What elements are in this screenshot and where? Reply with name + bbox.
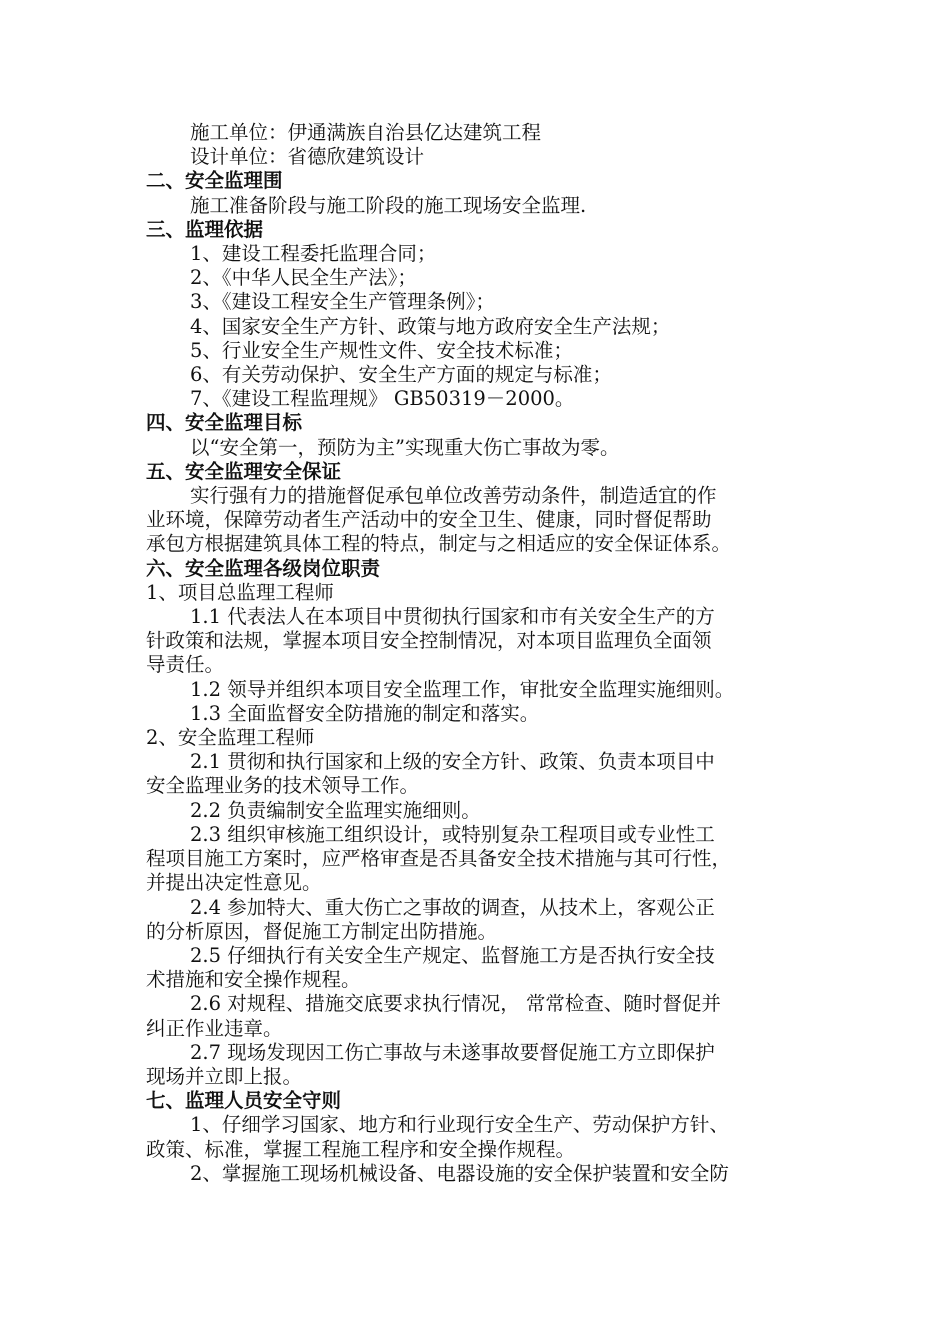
document-page (146, 121, 810, 1186)
text-line: 以“安全第一，预防为主”实现重大伤亡事故为零。 (190, 435, 620, 459)
section-heading: 二、安全监理围 (146, 169, 283, 193)
paragraph-line: 1.2 领导并组织本项目安全监理工作，审批安全监理实施细则。 (190, 677, 735, 701)
paragraph-line: 1.3 全面监督安全防措施的制定和落实。 (190, 701, 540, 725)
list-item: 7、《建设工程监理规》 GB50319－2000。 (190, 387, 575, 411)
paragraph-line: 政策、标准，掌握工程施工程序和安全操作规程。 (146, 1137, 576, 1161)
paragraph-line: 安全监理业务的技术领导工作。 (146, 774, 420, 798)
paragraph-line: 2.5 仔细执行有关安全生产规定、监督施工方是否执行安全技 (190, 943, 715, 967)
paragraph-line: 的分析原因，督促施工方制定出防措施。 (146, 919, 498, 943)
paragraph-line: 2.1 贯彻和执行国家和上级的安全方针、政策、负责本项目中 (190, 750, 715, 774)
section-heading: 七、监理人员安全守则 (146, 1089, 342, 1113)
paragraph-line: 业环境，保障劳动者生产活动中的安全卫生、健康，同时督促帮助 (146, 508, 712, 532)
subsection-heading: 1、项目总监理工程师 (146, 580, 334, 604)
section-heading: 四、安全监理目标 (146, 411, 303, 435)
paragraph-line: 1、仔细学习国家、地方和行业现行安全生产、劳动保护方针、 (190, 1113, 729, 1137)
paragraph-line: 纠正作业违章。 (146, 1016, 283, 1040)
paragraph-line: 2.3 组织审核施工组织设计，或特别复杂工程项目或专业性工 (190, 822, 715, 846)
text-line: 施工准备阶段与施工阶段的施工现场安全监理. (190, 193, 587, 217)
section-heading: 三、监理依据 (146, 217, 264, 241)
paragraph-line: 现场并立即上报。 (146, 1064, 303, 1088)
paragraph-line: 实行强有力的措施督促承包单位改善劳动条件，制造适宜的作 (190, 484, 717, 508)
paragraph-line: 术措施和安全操作规程。 (146, 968, 361, 992)
subsection-heading: 2、安全监理工程师 (146, 726, 315, 750)
paragraph-line: 2、掌握施工现场机械设备、电器设施的安全保护装置和安全防 (190, 1161, 729, 1185)
paragraph-line: 1.1 代表法人在本项目中贯彻执行国家和市有关安全生产的方 (190, 605, 715, 629)
paragraph-line: 2.7 现场发现因工伤亡事故与未遂事故要督促施工方立即保护 (190, 1040, 715, 1064)
paragraph-line: 2.2 负责编制安全监理实施细则。 (190, 798, 481, 822)
list-item: 2、《中华人民全生产法》； (190, 266, 417, 290)
list-item: 6、有关劳动保护、安全生产方面的规定与标准； (190, 363, 612, 387)
paragraph-line: 承包方根据建筑具体工程的特点，制定与之相适应的安全保证体系。 (146, 532, 732, 556)
paragraph-line: 2.6 对规程、措施交底要求执行情况， 常常检查、随时督促并 (190, 992, 721, 1016)
paragraph-line: 并提出决定性意见。 (146, 871, 322, 895)
paragraph-line: 针政策和法规，掌握本项目安全控制情况，对本项目监理负全面领 (146, 629, 712, 653)
paragraph-line: 程项目施工方案时，应严格审查是否具备安全技术措施与其可行性， (146, 847, 732, 871)
text-line: 施工单位：伊通满族自治县亿达建筑工程 (190, 121, 542, 144)
section-heading: 五、安全监理安全保证 (146, 459, 342, 483)
paragraph-line: 导责任。 (146, 653, 225, 677)
section-heading: 六、安全监理各级岗位职责 (146, 556, 381, 580)
text-line: 设计单位：省德欣建筑设计 (190, 145, 425, 169)
list-item: 1、建设工程委托监理合同； (190, 242, 437, 266)
paragraph-line: 2.4 参加特大、重大伤亡之事故的调查，从技术上，客观公正 (190, 895, 715, 919)
list-item: 5、行业安全生产规性文件、安全技术标准； (190, 338, 573, 362)
list-item: 3、《建设工程安全生产管理条例》； (190, 290, 495, 314)
list-item: 4、国家安全生产方针、政策与地方政府安全生产法规； (190, 314, 671, 338)
